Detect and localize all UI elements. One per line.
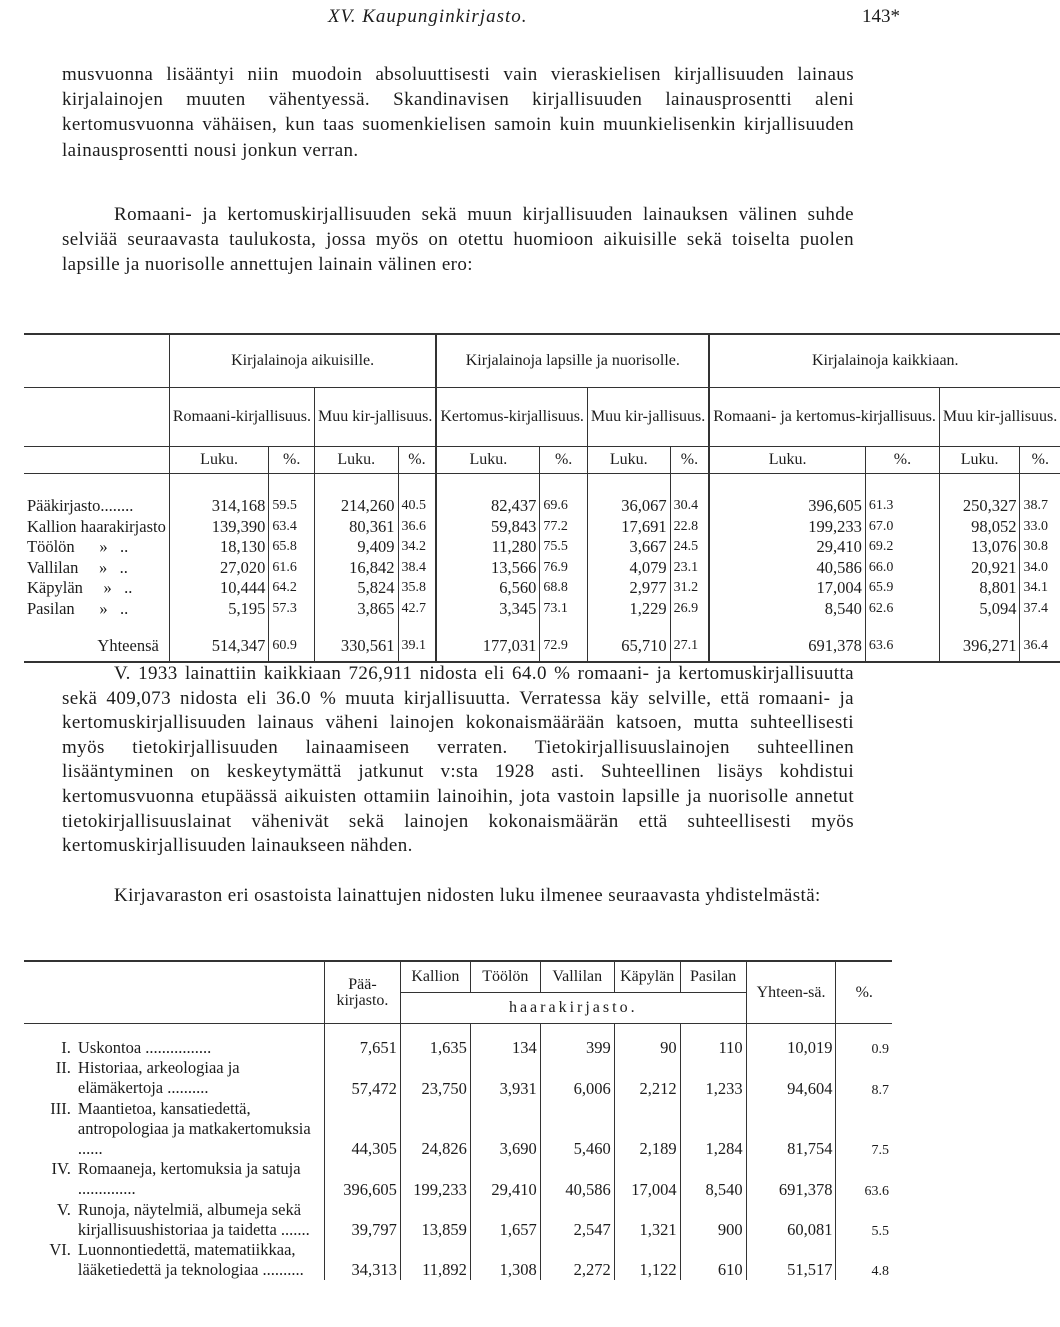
cell: 60,081 — [746, 1200, 836, 1240]
cell: 65.9 — [865, 578, 939, 599]
cell: 34.2 — [398, 537, 436, 558]
cell: 59.5 — [269, 496, 315, 517]
class-name: Maantietoa, kansatiedettä, antropologiaa ja matkakertomuksia ...... — [77, 1098, 311, 1159]
branch-name: Kallion haarakirjasto — [27, 516, 166, 536]
cell: 27.1 — [670, 629, 709, 662]
cell: 610 — [680, 1240, 746, 1280]
branch-name: Pääkirjasto........ — [27, 496, 134, 516]
subhead: Muu kir-jallisuus. — [587, 388, 709, 447]
cell: 900 — [680, 1200, 746, 1240]
luku-head: Luku. — [709, 447, 865, 474]
loans-by-branch-table — [24, 333, 1060, 663]
class-name: Historiaa, arkeologiaa ja elämäkertoja .......... — [77, 1058, 240, 1098]
cell: 1,657 — [470, 1200, 540, 1240]
table-row — [24, 1240, 892, 1280]
cell: 16,842 — [315, 558, 398, 579]
paragraph-1: musvuonna lisääntyi niin muodoin absoluuttisesti vain vieraskielisen kirjallisuuden lainaus kirjalainojen muuten vähentyessä. Skandinavisen kirjallisuuden lainausprosentti aleni kertomusvuonna vähäisen, kun taas suomenkielisen samoin kuin muunkielisenkin kirjallisuuden lainausprosentti nousi jonkun verran. — [62, 64, 854, 161]
cell: 18,130 — [169, 537, 268, 558]
group-header-children: Kirjalainoja lapsille ja nuorisolle. — [436, 334, 709, 388]
cell: 51,517 — [746, 1240, 836, 1280]
branch-name: Pasilan » .. — [27, 598, 129, 618]
chapter-title: XV. Kaupunginkirjasto. — [328, 6, 528, 27]
table-row — [24, 1038, 892, 1058]
col-head-pasilan: Pasilan — [680, 961, 746, 993]
cell: 90 — [614, 1038, 680, 1058]
luku-head: Luku. — [939, 447, 1020, 474]
cell: 23.1 — [670, 558, 709, 579]
cell: 396,271 — [939, 629, 1020, 662]
paragraph-2: Romaani- ja kertomuskirjallisuuden sekä muun kirjallisuuden lainauksen välinen suhde selviää seuraavasta taulukosta, jossa myös on otettu huomioon aikuisille sekä toiselta puolen lapsille ja nuorisolle annettujen lainain välinen ero: — [62, 204, 854, 276]
corner-cell — [24, 388, 169, 447]
cell: 38.4 — [398, 558, 436, 579]
cell: 2,212 — [614, 1058, 680, 1098]
cell: 94,604 — [746, 1058, 836, 1098]
cell: 3,667 — [587, 537, 670, 558]
col-head-toolon: Töölön — [470, 961, 540, 993]
cell: 330,561 — [315, 629, 398, 662]
pct-head: %. — [398, 447, 436, 474]
table-row — [24, 496, 1060, 517]
cell: 1,233 — [680, 1058, 746, 1098]
class-name: Runoja, näytelmiä, albumeja sekä kirjallisuushistoriaa ja taidetta ....... — [77, 1199, 310, 1239]
cell: 4,079 — [587, 558, 670, 579]
cell: 22.8 — [670, 517, 709, 538]
corner-cell — [24, 334, 169, 388]
cell: 1,284 — [680, 1099, 746, 1160]
cell: 69.2 — [865, 537, 939, 558]
cell: 3,865 — [315, 599, 398, 620]
cell: 31.2 — [670, 578, 709, 599]
table-row — [24, 1159, 892, 1199]
table-row — [24, 599, 1060, 620]
cell: 63.6 — [836, 1159, 892, 1199]
cell: 11,892 — [400, 1240, 470, 1280]
cell: 1,321 — [614, 1200, 680, 1240]
pct-head: %. — [670, 447, 709, 474]
cell: 3,345 — [436, 599, 539, 620]
cell: 57.3 — [269, 599, 315, 620]
col-head-kallion: Kallion — [400, 961, 470, 993]
cell: 82,437 — [436, 496, 539, 517]
cell: 5,094 — [939, 599, 1020, 620]
cell: 66.0 — [865, 558, 939, 579]
cell: 29,410 — [470, 1159, 540, 1199]
subhead: Muu kir-jallisuus. — [315, 388, 437, 447]
cell: 17,004 — [614, 1159, 680, 1199]
cell: 1,122 — [614, 1240, 680, 1280]
cell: 63.6 — [865, 629, 939, 662]
class-number: V. — [56, 1199, 71, 1219]
cell: 8.7 — [836, 1058, 892, 1098]
cell: 10,444 — [169, 578, 268, 599]
subhead: Kertomus-kirjallisuus. — [436, 388, 587, 447]
table-row — [24, 517, 1060, 538]
cell: 5.5 — [836, 1200, 892, 1240]
cell: 29,410 — [709, 537, 865, 558]
cell: 65,710 — [587, 629, 670, 662]
cell: 5,195 — [169, 599, 268, 620]
col-head-main: Pää-kirjasto. — [324, 961, 400, 1024]
cell: 1,229 — [587, 599, 670, 620]
branch-name: Vallilan » .. — [27, 557, 128, 577]
cell: 20,921 — [939, 558, 1020, 579]
cell: 396,605 — [324, 1159, 400, 1199]
pct-head: %. — [1020, 447, 1060, 474]
cell: 399 — [540, 1038, 614, 1058]
cell: 37.4 — [1020, 599, 1060, 620]
cell: 0.9 — [836, 1038, 892, 1058]
cell: 75.5 — [540, 537, 588, 558]
cell: 1,635 — [400, 1038, 470, 1058]
cell: 3,690 — [470, 1099, 540, 1160]
cell: 314,168 — [169, 496, 268, 517]
table-row — [24, 578, 1060, 599]
cell: 81,754 — [746, 1099, 836, 1160]
cell: 8,801 — [939, 578, 1020, 599]
class-number: I. — [61, 1038, 71, 1057]
cell: 34.0 — [1020, 558, 1060, 579]
cell: 1,308 — [470, 1240, 540, 1280]
cell: 514,347 — [169, 629, 268, 662]
pct-head: %. — [540, 447, 588, 474]
branch-name: Käpylän » .. — [27, 578, 133, 598]
table-row — [24, 1058, 892, 1098]
cell: 27,020 — [169, 558, 268, 579]
corner-cell — [24, 961, 324, 1024]
group-header-adults: Kirjalainoja aikuisille. — [169, 334, 436, 388]
cell: 24.5 — [670, 537, 709, 558]
cell: 76.9 — [540, 558, 588, 579]
cell: 69.6 — [540, 496, 588, 517]
table-row — [24, 537, 1060, 558]
cell: 36.4 — [1020, 629, 1060, 662]
col-head-vallilan: Vallilan — [540, 961, 614, 993]
col-head-kapylan: Käpylän — [614, 961, 680, 993]
subhead: Muu kir-jallisuus. — [939, 388, 1060, 447]
cell: 134 — [470, 1038, 540, 1058]
cell: 199,233 — [400, 1159, 470, 1199]
cell: 199,233 — [709, 517, 865, 538]
cell: 17,691 — [587, 517, 670, 538]
cell: 139,390 — [169, 517, 268, 538]
cell: 10,019 — [746, 1038, 836, 1058]
cell: 72.9 — [540, 629, 588, 662]
cell: 396,605 — [709, 496, 865, 517]
cell: 6,560 — [436, 578, 539, 599]
cell: 40.5 — [398, 496, 436, 517]
cell: 8,540 — [709, 599, 865, 620]
branch-name: Töölön » .. — [27, 537, 129, 557]
luku-head: Luku. — [436, 447, 539, 474]
cell: 67.0 — [865, 517, 939, 538]
cell: 36,067 — [587, 496, 670, 517]
cell: 214,260 — [315, 496, 398, 517]
cell: 2,547 — [540, 1200, 614, 1240]
cell: 60.9 — [269, 629, 315, 662]
class-number: III. — [50, 1098, 71, 1118]
cell: 98,052 — [939, 517, 1020, 538]
class-number: II. — [55, 1058, 71, 1078]
total-label: Yhteensä — [24, 629, 169, 662]
cell: 57,472 — [324, 1058, 400, 1098]
cell: 64.2 — [269, 578, 315, 599]
page-number: 143* — [862, 6, 900, 27]
col-head-pct: %. — [836, 961, 892, 1024]
cell: 2,977 — [587, 578, 670, 599]
luku-head: Luku. — [587, 447, 670, 474]
table-row — [24, 1200, 892, 1240]
cell: 73.1 — [540, 599, 588, 620]
cell: 691,378 — [746, 1159, 836, 1199]
cell: 35.8 — [398, 578, 436, 599]
cell: 80,361 — [315, 517, 398, 538]
running-header — [0, 4, 960, 30]
luku-head: Luku. — [315, 447, 398, 474]
cell: 8,540 — [680, 1159, 746, 1199]
cell: 42.7 — [398, 599, 436, 620]
paragraph-4: Kirjavaraston eri osastoista lainattujen nidosten luku ilmenee seuraavasta yhdistelmästä: — [114, 885, 821, 906]
pct-head: %. — [269, 447, 315, 474]
cell: 9,409 — [315, 537, 398, 558]
cell: 77.2 — [540, 517, 588, 538]
subhead: Romaani- ja kertomus-kirjallisuus. — [709, 388, 939, 447]
cell: 39,797 — [324, 1200, 400, 1240]
class-name: Romaaneja, kertomuksia ja satuja .............. — [77, 1159, 301, 1199]
cell: 7,651 — [324, 1038, 400, 1058]
class-number: IV. — [51, 1159, 71, 1179]
class-name: Uskontoa ................ — [77, 1038, 212, 1057]
cell: 6,006 — [540, 1058, 614, 1098]
cell: 2,272 — [540, 1240, 614, 1280]
cell: 68.8 — [540, 578, 588, 599]
cell: 24,826 — [400, 1099, 470, 1160]
cell: 691,378 — [709, 629, 865, 662]
cell: 34,313 — [324, 1240, 400, 1280]
cell: 26.9 — [670, 599, 709, 620]
cell: 30.8 — [1020, 537, 1060, 558]
cell: 30.4 — [670, 496, 709, 517]
loans-by-class-table — [24, 960, 892, 1280]
class-number: VI. — [49, 1240, 71, 1260]
table-row — [24, 558, 1060, 579]
cell: 40,586 — [540, 1159, 614, 1199]
cell: 62.6 — [865, 599, 939, 620]
total-row — [24, 629, 1060, 662]
cell: 23,750 — [400, 1058, 470, 1098]
cell: 5,824 — [315, 578, 398, 599]
cell: 13,076 — [939, 537, 1020, 558]
table-row — [24, 1099, 892, 1160]
cell: 17,004 — [709, 578, 865, 599]
cell: 61.3 — [865, 496, 939, 517]
subhead: Romaani-kirjallisuus. — [169, 388, 314, 447]
cell: 34.1 — [1020, 578, 1060, 599]
cell: 2,189 — [614, 1099, 680, 1160]
col-head-total: Yhteen-sä. — [746, 961, 836, 1024]
cell: 4.8 — [836, 1240, 892, 1280]
cell: 177,031 — [436, 629, 539, 662]
cell: 110 — [680, 1038, 746, 1058]
class-name: Luonnontiedettä, matematiikkaa, lääketiedettä ja teknologiaa .......... — [77, 1240, 304, 1280]
cell: 33.0 — [1020, 517, 1060, 538]
cell: 44,305 — [324, 1099, 400, 1160]
pct-head: %. — [865, 447, 939, 474]
cell: 40,586 — [709, 558, 865, 579]
cell: 38.7 — [1020, 496, 1060, 517]
cell: 63.4 — [269, 517, 315, 538]
paragraph-3: V. 1933 lainattiin kaikkiaan 726,911 nidosta eli 64.0 % romaani- ja kertomuskirjallisuutta sekä 409,073 nidosta eli 36.0 % muuta kirjallisuutta. Verratessa käy selville, että romaani- ja kertomuskirjallisuuden lainaus väheni lainojen kokonaismäärään katsoen, mutta suhteellisesti myös tietokirjallisuuden lainaamiseen verraten. Tietokirjallisuuslainojen suhteellinen lisääntyminen on keskeytymättä jatkunut v:sta 1928 asti. Suhteellinen lisäys kohdistui kertomusvuonna etupäässä aikuisten ottamiin lainoihin, jota vastoin lapsille ja nuorisolle annetut tietokirjallisuuslainat vähenivät sekä lainojen kokonaismäärän että suhteellisesti myös kertomuskirjallisuuden lainaukseen nähden. — [62, 663, 854, 857]
corner-cell — [24, 447, 169, 474]
cell: 39.1 — [398, 629, 436, 662]
cell: 7.5 — [836, 1099, 892, 1160]
cell: 65.8 — [269, 537, 315, 558]
cell: 59,843 — [436, 517, 539, 538]
cell: 250,327 — [939, 496, 1020, 517]
group-header-total: Kirjalainoja kaikkiaan. — [709, 334, 1060, 388]
cell: 3,931 — [470, 1058, 540, 1098]
cell: 13,566 — [436, 558, 539, 579]
cell: 61.6 — [269, 558, 315, 579]
luku-head: Luku. — [169, 447, 268, 474]
cell: 36.6 — [398, 517, 436, 538]
cell: 11,280 — [436, 537, 539, 558]
cell: 5,460 — [540, 1099, 614, 1160]
cell: 13,859 — [400, 1200, 470, 1240]
col-head-haara: haarakirjasto. — [400, 993, 746, 1024]
